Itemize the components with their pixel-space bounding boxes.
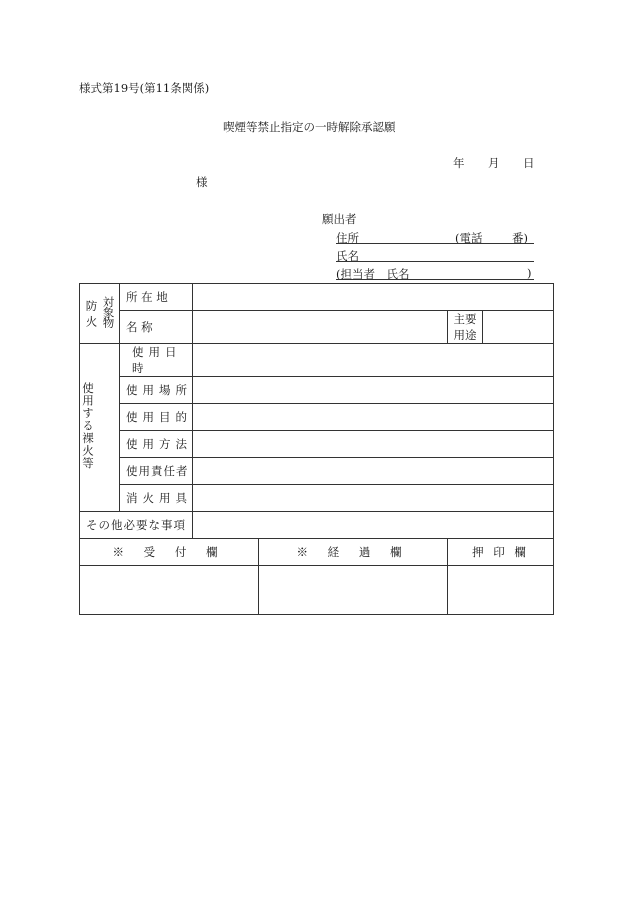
usage-purpose-field[interactable]: [193, 404, 554, 431]
main-use-label: 主要用途: [453, 312, 477, 342]
application-table: [79, 283, 554, 615]
responsible-person-label: 使用責任者: [126, 464, 189, 478]
row-label-cell-5: [120, 485, 193, 512]
seal-label: 押 印 欄: [472, 545, 529, 559]
reception-box[interactable]: [80, 566, 259, 615]
usage-place-label: 使用場所: [126, 383, 192, 397]
applicant-label: 願出者: [322, 212, 357, 226]
contact-underline: [336, 279, 534, 280]
fire-equipment-label: 消火用具: [126, 491, 192, 505]
seal-box[interactable]: [448, 566, 554, 615]
seal-header: [448, 539, 554, 566]
usage-method-label: 使用方法: [126, 437, 192, 451]
main-use-field[interactable]: [483, 311, 554, 344]
usage-datetime-field[interactable]: [193, 344, 554, 377]
other-label-cell: [80, 512, 193, 539]
reception-label: ※ 受 付 欄: [112, 545, 226, 559]
progress-label: ※ 経 過 欄: [296, 545, 410, 559]
fire-group-label: 使用する裸火等: [81, 382, 95, 470]
date-year-label: 年: [453, 156, 465, 170]
other-matters-label: その他必要な事項: [86, 518, 186, 532]
main-use-label-cell: [448, 311, 483, 344]
fire-equipment-field[interactable]: [193, 485, 554, 512]
target-group-right: [101, 296, 116, 331]
facility-name-label: 名 称: [126, 320, 153, 334]
date-month-label: 月: [488, 156, 500, 170]
addressee-suffix: 様: [196, 175, 208, 189]
usage-method-field[interactable]: [193, 431, 554, 458]
address-underline: [336, 243, 534, 244]
location-label: 所 在 地: [126, 290, 168, 304]
usage-place-field[interactable]: [193, 377, 554, 404]
contact-label: (担当者 氏名: [336, 267, 410, 281]
row-label-cell-3: [120, 431, 193, 458]
usage-datetime-label: 使用日時: [132, 345, 182, 375]
row-label-cell-1: [120, 377, 193, 404]
progress-box[interactable]: [259, 566, 448, 615]
contact-close: ): [527, 266, 532, 280]
fire-group-cell: [80, 344, 120, 512]
name-label-cell: [120, 311, 193, 344]
progress-header: [259, 539, 448, 566]
target-group-left: [84, 296, 99, 331]
usage-purpose-label: 使用目的: [126, 410, 192, 424]
target-group-cell: [80, 284, 120, 344]
other-matters-field[interactable]: [193, 512, 554, 539]
location-field[interactable]: [193, 284, 554, 311]
phone-label: (電話: [455, 231, 483, 245]
row-label-cell-0: [120, 344, 193, 377]
name-label: 氏名: [336, 249, 359, 263]
form-number: 様式第19号(第11条関係): [79, 81, 210, 95]
row-label-cell-4: [120, 458, 193, 485]
date-day-label: 日: [523, 156, 535, 170]
location-label-cell: [120, 284, 193, 311]
phone-suffix: 番): [512, 231, 528, 245]
address-label: 住所: [336, 231, 359, 245]
responsible-person-field[interactable]: [193, 458, 554, 485]
document-title: 喫煙等禁止指定の一時解除承認願: [223, 120, 396, 134]
reception-header: [80, 539, 259, 566]
target-group-right-text: 対象物: [101, 296, 116, 328]
row-label-cell-2: [120, 404, 193, 431]
facility-name-field[interactable]: [193, 311, 448, 344]
name-underline: [336, 261, 534, 262]
target-group-left-text: 防火: [84, 300, 99, 331]
